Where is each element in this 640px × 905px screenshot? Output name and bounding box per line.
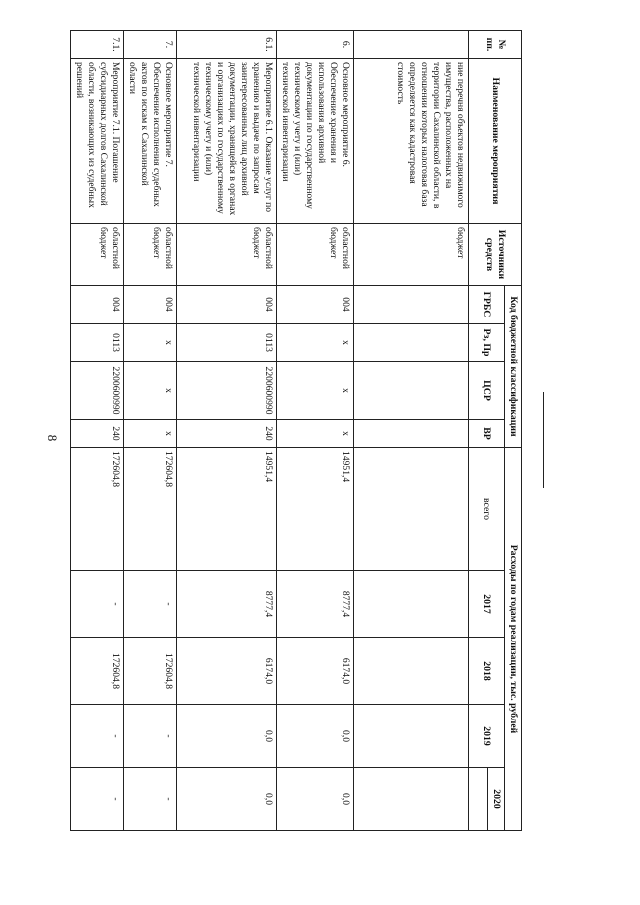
row-total: 14951,4: [276, 448, 353, 571]
row-total: 172604,8: [123, 448, 176, 571]
col-2018-header: 2018: [468, 638, 504, 705]
row-vr: х: [123, 420, 176, 448]
row-csr: х: [276, 362, 353, 420]
table-row: [353, 31, 468, 831]
row-num: 6.: [276, 31, 353, 59]
row-2018: 6174,0: [176, 638, 276, 705]
row-2020: -: [123, 768, 176, 831]
row-grbs: 004: [70, 286, 123, 324]
col-name-header: Наименование мероприятия: [468, 59, 521, 224]
row-rzpr: х: [123, 324, 176, 362]
row-num: 6.1.: [176, 31, 276, 59]
row-name: Мероприятие 7.1. Погашение субсидиарных долгов Сахалинской области, возникающих из судебных решений: [70, 59, 123, 224]
row-rzpr: х: [276, 324, 353, 362]
row-vr: 240: [176, 420, 276, 448]
row-2017: -: [70, 571, 123, 638]
col-num-header: № пп.: [468, 31, 521, 59]
row-2019: 0,0: [276, 705, 353, 768]
row-num: 7.1.: [70, 31, 123, 59]
col-budget-code-header: Код бюджетной классификации: [504, 286, 521, 448]
row-grbs: [353, 286, 468, 324]
row-grbs: 004: [123, 286, 176, 324]
row-2020: [353, 768, 468, 831]
row-total: [353, 448, 468, 571]
rotated-table-container: [73, 30, 522, 830]
row-2017: 8777,4: [276, 571, 353, 638]
col-2019-header: 2019: [468, 705, 504, 768]
row-csr: [353, 362, 468, 420]
margin-line: [543, 392, 544, 488]
row-2020: 0,0: [276, 768, 353, 831]
col-total-header: всего: [468, 448, 504, 571]
col-rzpr-header: Рз, Пр: [468, 324, 504, 362]
page-number: 8: [45, 434, 60, 442]
row-2018: [353, 638, 468, 705]
col-2020-header: 2020: [487, 768, 504, 831]
row-source: областной бюджет: [276, 224, 353, 286]
table-row: [176, 31, 276, 831]
col-vr-header: ВР: [468, 420, 504, 448]
col-grbs-header: ГРБС: [468, 286, 504, 324]
row-2018: 172604,8: [70, 638, 123, 705]
row-2020: 0,0: [176, 768, 276, 831]
col-source-header: Источники средств: [468, 224, 521, 286]
row-csr: 2200600990: [176, 362, 276, 420]
row-2019: -: [123, 705, 176, 768]
table-row: [123, 31, 176, 831]
row-total: 172604,8: [70, 448, 123, 571]
row-2020: -: [70, 768, 123, 831]
table-row: [70, 31, 123, 831]
budget-table: [70, 30, 522, 831]
row-2017: 8777,4: [176, 571, 276, 638]
row-name: Основное мероприятие 7. Обеспечение исполнения судебных актов по искам к Сахалинской области: [123, 59, 176, 224]
row-source: областной бюджет: [70, 224, 123, 286]
row-vr: х: [276, 420, 353, 448]
header-row-1: [504, 31, 521, 831]
row-num: [353, 31, 468, 59]
row-csr: 2200600990: [70, 362, 123, 420]
col-2017-header: 2017: [468, 571, 504, 638]
row-2017: -: [123, 571, 176, 638]
row-grbs: 004: [176, 286, 276, 324]
row-total: 14951,4: [176, 448, 276, 571]
col-2020-subheader: [468, 768, 487, 831]
row-grbs: 004: [276, 286, 353, 324]
row-vr: 240: [70, 420, 123, 448]
row-2019: 0,0: [176, 705, 276, 768]
col-csr-header: ЦСР: [468, 362, 504, 420]
row-name: Основное мероприятие 6. Обеспечение хранения и использования архивной документации по государственному техническому учету и (или) технической инвентаризации: [276, 59, 353, 224]
row-num: 7.: [123, 31, 176, 59]
row-rzpr: 0113: [70, 324, 123, 362]
row-2018: 6174,0: [276, 638, 353, 705]
row-name: ние перечня объектов недвижимого имущества, расположенных на территории Сахалинской области, в отношении которых налоговая база определяется как кадастровая стоимость: [353, 59, 468, 224]
col-expenses-header: Расходы по годам реализации, тыс. рублей: [504, 448, 521, 831]
row-rzpr: 0113: [176, 324, 276, 362]
row-source: областной бюджет: [123, 224, 176, 286]
row-csr: х: [123, 362, 176, 420]
row-source: бюджет: [353, 224, 468, 286]
row-2019: -: [70, 705, 123, 768]
row-rzpr: [353, 324, 468, 362]
row-vr: [353, 420, 468, 448]
row-2018: 172604,8: [123, 638, 176, 705]
row-source: областной бюджет: [176, 224, 276, 286]
row-2017: [353, 571, 468, 638]
table-row: [276, 31, 353, 831]
row-name: Мероприятие 6.1. Оказание услуг по хранению и выдаче по запросам заинтересованных лиц архивной документации, хранящейся в органах и организациях по государственному техническому учету и (или) технической инвентаризации: [176, 59, 276, 224]
row-2019: [353, 705, 468, 768]
